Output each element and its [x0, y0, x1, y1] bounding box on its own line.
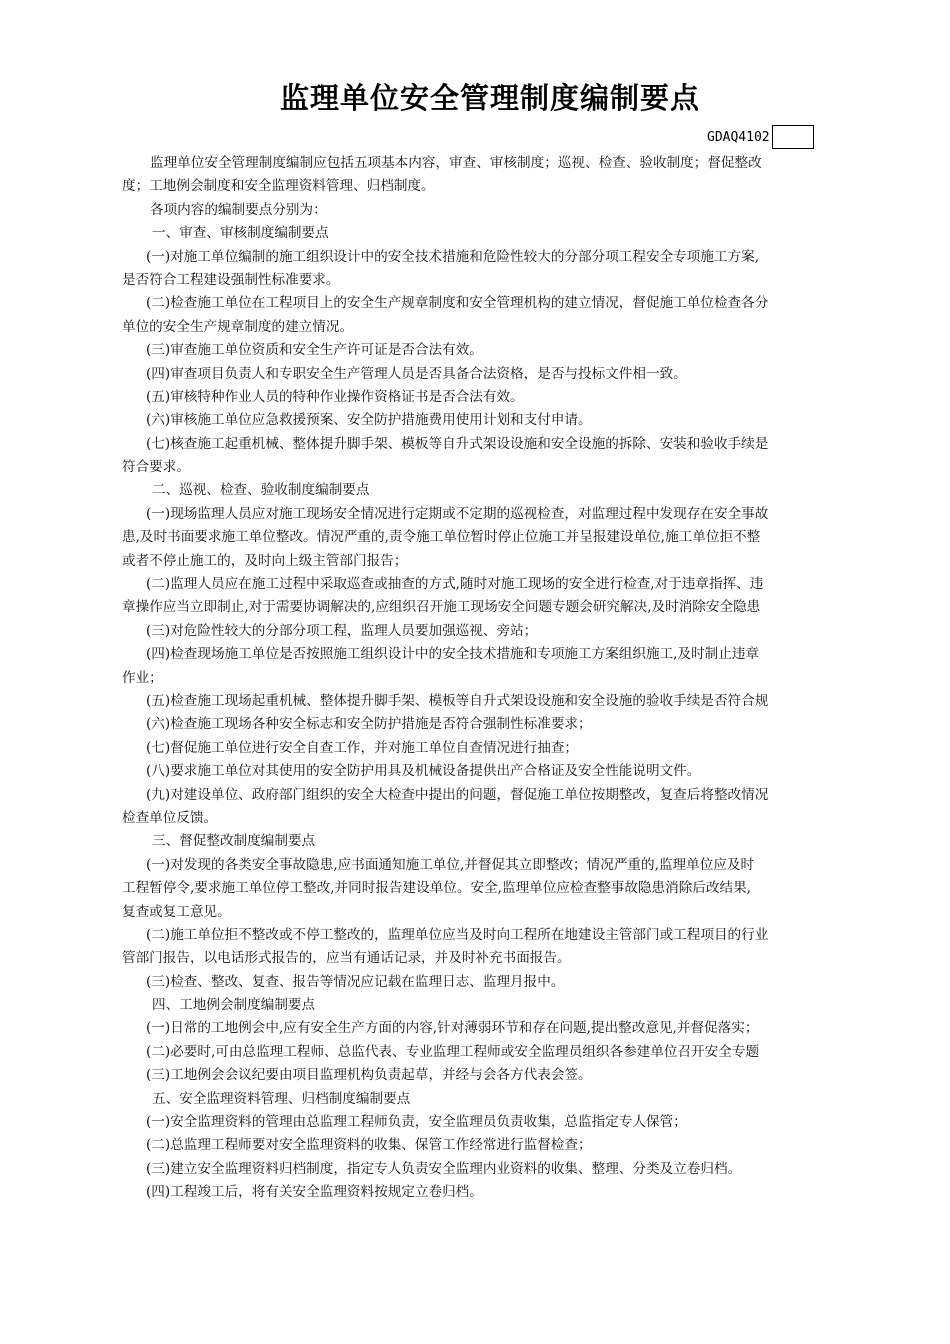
text-line: (一)对施工单位编制的施工组织设计中的安全技术措施和危险性较大的分部分项工程安全专项施工方案,: [146, 248, 760, 265]
text-line: (三)建立安全监理资料归档制度，指定专人负责安全监理内业资料的收集、整理、分类及立卷归档。: [146, 1160, 742, 1177]
text-line: (二)必要时,可由总监理工程师、总监代表、专业监理工程师或安全监理员组织各参建单位召开安全专题: [146, 1043, 760, 1060]
text-line: 五、安全监理资料管理、归档制度编制要点: [152, 1090, 411, 1107]
text-line: (一)日常的工地例会中,应有安全生产方面的内容,针对薄弱环节和存在问题,提出整改意见,并督促落实；: [146, 1020, 759, 1037]
text-line: 或者不停止施工的，及时向上级主管部门报告；: [122, 552, 408, 569]
text-line: (二)监理人员应在施工过程中采取巡查或抽查的方式,随时对施工现场的安全进行检查,对于违章指挥、违: [146, 576, 764, 593]
text-line: 二、巡视、检查、验收制度编制要点: [152, 482, 370, 499]
text-line: 一、审查、审核制度编制要点: [152, 225, 329, 242]
text-line: 检查单位反馈。: [122, 809, 218, 826]
form-code-area: [707, 125, 814, 149]
text-line: 章操作应当立即制止,对于需要协调解决的,应组织召开施工现场安全问题专题会研究解决,及时消除安全隐患: [122, 599, 761, 616]
text-line: 管部门报告，以电话形式报告的，应当有通话记录，并及时补充书面报告。: [122, 950, 571, 967]
text-line: (五)审核特种作业人员的特种作业操作资格证书是否合法有效。: [146, 388, 524, 405]
text-line: 三、督促整改制度编制要点: [152, 833, 316, 850]
text-line: (三)工地例会会议纪要由项目监理机构负责起草，并经与会各方代表会签。: [146, 1067, 592, 1084]
text-line: (四)检查现场施工单位是否按照施工组织设计中的安全技术措施和专项施工方案组织施工,及时制止违章: [146, 646, 760, 663]
text-line: (五)检查施工现场起重机械、整体提升脚手架、模板等自升式架设设施和安全设施的验收手续是否符合规: [146, 692, 769, 709]
text-line: (一)安全监理资料的管理由总监理工程师负责，安全监理员负责收集，总监指定专人保管；: [146, 1114, 687, 1131]
text-line: (六)审核施工单位应急救援预案、安全防护措施费用使用计划和支付申请。: [146, 412, 592, 429]
text-line: (二)施工单位拒不整改或不停工整改的，监理单位应当及时向工程所在地建设主管部门或工程项目的行业: [146, 926, 769, 943]
page-title: 监理单位安全管理制度编制要点: [279, 81, 700, 115]
text-line: (三)审查施工单位资质和安全生产许可证是否合法有效。: [146, 342, 483, 359]
text-line: 符合要求。: [122, 459, 190, 476]
text-line: (八)要求施工单位对其使用的安全防护用具及机械设备提供出产合格证及安全性能说明文件。: [146, 763, 701, 780]
text-line: (一)现场监理人员应对施工现场安全情况进行定期或不定期的巡视检查，对监理过程中发现存在安全事故: [146, 505, 769, 522]
text-line: (三)检查、整改、复查、报告等情况应记载在监理日志、监理月报中。: [146, 973, 565, 990]
text-line: 单位的安全生产规章制度的建立情况。: [122, 318, 354, 335]
text-line: 四、工地例会制度编制要点: [152, 997, 316, 1014]
text-line: 患,及时书面要求施工单位整改。情况严重的,责令施工单位暂时停止位施工并呈报建设单位,施工单位拒不整: [122, 529, 761, 546]
text-line: 工程暂停令,要求施工单位停工整改,并同时报告建设单位。安全,监理单位应检查整事故隐患消除后改结果,: [122, 880, 751, 897]
text-line: (七)督促施工单位进行安全自查工作，并对施工单位自查情况进行抽查；: [146, 739, 579, 756]
text-line: (四)审查项目负责人和专职安全生产管理人员是否具备合法资格，是否与投标文件相一致。: [146, 365, 687, 382]
text-line: 监理单位安全管理制度编制应包括五项基本内容，审查、审核制度；巡视、检查、验收制度；督促整改: [150, 155, 762, 171]
text-line: 复查或复工意见。: [122, 903, 231, 920]
text-line: 是否符合工程建设强制性标准要求。: [122, 271, 340, 288]
text-line: (九)对建设单位、政府部门组织的安全大检查中提出的问题，督促施工单位按期整改，复查后将整改情况: [146, 786, 769, 803]
form-code-box: [772, 125, 814, 149]
text-line: (三)对危险性较大的分部分项工程，监理人员要加强巡视、旁站；: [146, 622, 538, 639]
document-body: [122, 152, 874, 1205]
text-line: (七)核查施工起重机械、整体提升脚手架、模板等自升式架设设施和安全设施的拆除、安装和验收手续是: [146, 435, 769, 452]
text-line: 各项内容的编制要点分别为：: [150, 201, 327, 218]
text-line: (六)检查施工现场各种安全标志和安全防护措施是否符合强制性标准要求；: [146, 716, 592, 733]
text-line: (四)工程竣工后，将有关安全监理资料按规定立卷归档。: [146, 1184, 483, 1201]
text-line: (二)总监理工程师要对安全监理资料的收集、保管工作经常进行监督检查；: [146, 1137, 592, 1154]
text-line: (一)对发现的各类安全事故隐患,应书面通知施工单位,并督促其立即整改；情况严重的,监理单位应及时: [146, 856, 755, 873]
form-code: GDAQ4102: [707, 129, 770, 145]
text-line: (二)检查施工单位在工程项目上的安全生产规章制度和安全管理机构的建立情况，督促施工单位检查各分: [146, 295, 769, 312]
text-line: 作业；: [122, 669, 163, 686]
text-line: 度；工地例会制度和安全监理资料管理、归档制度。: [122, 178, 435, 195]
